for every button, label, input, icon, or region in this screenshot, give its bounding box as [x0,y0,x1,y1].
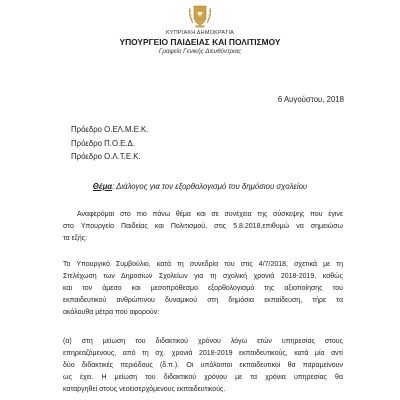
recipient-oltek: Πρόεδρο Ο.Λ.Τ.Ε.Κ. [71,152,141,161]
subject-text: : Διάλογος για τον εξορθολογισμό του δημόσιου σχολείου [112,182,308,191]
ministry-name: ΥΠΟΥΡΓΕΙΟ ΠΑΙΔΕΙΑΣ ΚΑΙ ΠΟΛΙΤΙΣΜΟΥ [119,37,281,47]
paragraph-line: Το Υπουργικό Συμβούλιο, κατά τη συνεδρία του στις 4/7/2018, σχετικά με τη [63,261,343,268]
paragraph-cabinet-decision [63,259,343,318]
state-name: ΚΥΠΡΙΑΚΗ ΔΗΜΟΚΡΑΤΙΑ [165,30,235,36]
paragraph-line: τα εξής: [63,234,88,242]
paragraph-line: καταργηθεί στους νεοεισερχόμενους εκπαιδευτικούς. [63,385,226,393]
paragraph-line: εκπαιδευτικού ανθρώπινου δυναμικού στη δημόσια εκπαίδευση, τήρε τα [63,296,343,304]
paragraph-line: στο Υπουργείο Παιδείας και Πολιτισμού, στις 5.8.2018,επιθυμώ να σημειώσω [63,222,343,230]
paragraph-line: (α) στη μείωση του διδακτικού χρόνου λόγω ετών υπηρεσίας στους [63,338,343,345]
paragraph-line: επηρεαζόμενους, από τη σχ. χρονιά 2018-2019 εκπαιδευτικούς, κατά μία αντί [63,349,343,357]
paragraph-line: Στελέχωση των Δημοσίων Σχολείων για τη σχολική χρονιά 2018-2019, καθώς [63,272,343,280]
coat-of-arms-icon [186,2,214,28]
office-name: Γραφείο Γενικής Διευθύντριας [158,48,242,55]
recipients-block [71,123,148,164]
recipient-oelmek: Πρόεδρο Ο.ΕΛ.Μ.Ε.Κ. [71,125,149,134]
paragraph-line: ως έχει. Η μείωση του διδακτικού χρόνου με τα χρόνια υπηρεσίας θα [63,373,343,381]
paragraph-line: και τον άμεσο και μεσοπρόθεσμο εξορθολογισμό της αξιοποίησης του [63,284,343,292]
recipient-poed: Πρόεδρο Π.Ο.Ε.Δ. [71,138,135,148]
subject-label: Θέμα [92,182,113,191]
letter-date: 6 Αυγούστου, 2018 [277,95,344,104]
paragraph-intro [63,209,343,245]
paragraph-line: ακόλουθα μέτρα που αφορούν: [63,308,160,316]
paragraph-measure-a [63,336,343,395]
subject-line [0,182,400,191]
paragraph-line: Αναφερόμαι στο πιο πάνω θέμα και σε συνέχεια της σύσκεψης που έγινε [77,211,343,218]
paragraph-line: δύο διδακτικές περιόδους (δ.π.). Οι υπόλοιποι εκπαιδευτικοί θα παραμείνουν [63,361,343,369]
